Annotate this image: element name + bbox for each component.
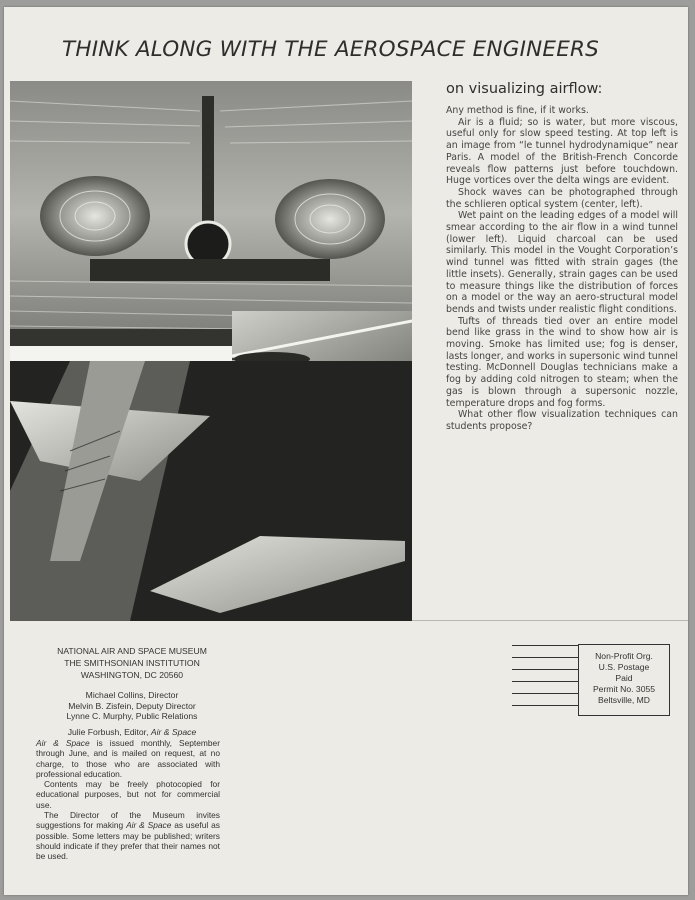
section-divider	[412, 620, 688, 621]
article-paragraph: Wet paint on the leading edges of a model will smear according to the air flow in a wind tunnel (lower left). Liquid charcoal can be used similarly. This model in the Vought Corporation’s wind tunnel was fitted with strain gages (the little insets). Generally, strain gages can be used to measure things like the distribution of forces on a model or the way an aero-structural model bends and twists under realistic flight conditions.	[446, 210, 678, 315]
masthead-institution: THE SMITHSONIAN INSTITUTION	[64, 658, 200, 668]
staff-deputy: Melvin B. Zisfein, Deputy Director	[68, 700, 196, 711]
delta-wing-model-photo	[10, 361, 412, 621]
masthead-museum: NATIONAL AIR AND SPACE MUSEUM	[57, 646, 207, 656]
article-paragraph: Air is a fluid; so is water, but more viscous, useful only for slow speed testing. At top left is an image from “le tunnel hydrodynamique” near Paris. A model of the British-French Concorde reveals flow patterns just before touchdown. Huge vortices over the delta wings are evident.	[446, 116, 678, 187]
article-title: on visualizing airflow:	[446, 81, 603, 97]
water-tunnel-vortex-photo	[10, 81, 412, 346]
staff-director: Michael Collins, Director	[85, 690, 179, 700]
permit-location: Beltsville, MD	[597, 695, 651, 705]
masthead-address: WASHINGTON, DC 20560	[80, 670, 184, 680]
permit-postage: U.S. Postage	[598, 662, 650, 672]
note-copying: Contents may be freely photocopied for educational purposes, but not for commercial use.	[36, 779, 220, 810]
staff-list	[34, 690, 230, 737]
airflow-photo-collage	[10, 81, 412, 621]
note-suggestions: The Director of the Museum invites suggestions for making Air & Space as useful as possible. Some letters may be published; writers should indicate if they prefer that their names not be used.	[36, 810, 220, 862]
newsletter-page	[4, 7, 688, 895]
photo-divider	[10, 346, 232, 361]
article-paragraph: What other flow visualization techniques can students propose?	[446, 409, 678, 432]
article-paragraph: Shock waves can be photographed through the schlieren optical system (center, left).	[446, 186, 678, 210]
museum-masthead	[34, 645, 230, 681]
permit-number: Permit No. 3055	[592, 684, 656, 694]
staff-editor: Julie Forbush, Editor, Air & Space	[67, 726, 197, 737]
publication-notes	[36, 738, 220, 862]
permit-org: Non-Profit Org.	[595, 651, 653, 661]
staff-pr: Lynne C. Murphy, Public Relations	[66, 711, 198, 721]
note-issue: Air & Space is issued monthly, September through June, and is mailed on request, at no charge, to those who are associated with professional education.	[36, 738, 220, 779]
postage-permit-box	[578, 644, 670, 716]
article-paragraph: Any method is fine, if it works.	[446, 105, 589, 116]
headline: THINK ALONG WITH THE AEROSPACE ENGINEERS	[62, 37, 599, 62]
mailing-label-lines	[512, 645, 578, 717]
article-paragraph: Tufts of threads tied over an entire model bend like grass in the wind to show how air is moving. Smoke has limited use; fog is denser, lasts longer, and works in supersonic wind tunnel testing. McDonnell Douglas technicians make a fog by adding cold nitrogen to steam; when the gas is blown through a supersonic nozzle, temperature drops and fog forms.	[446, 315, 679, 409]
article-body	[446, 105, 678, 433]
permit-paid: Paid	[615, 673, 633, 683]
